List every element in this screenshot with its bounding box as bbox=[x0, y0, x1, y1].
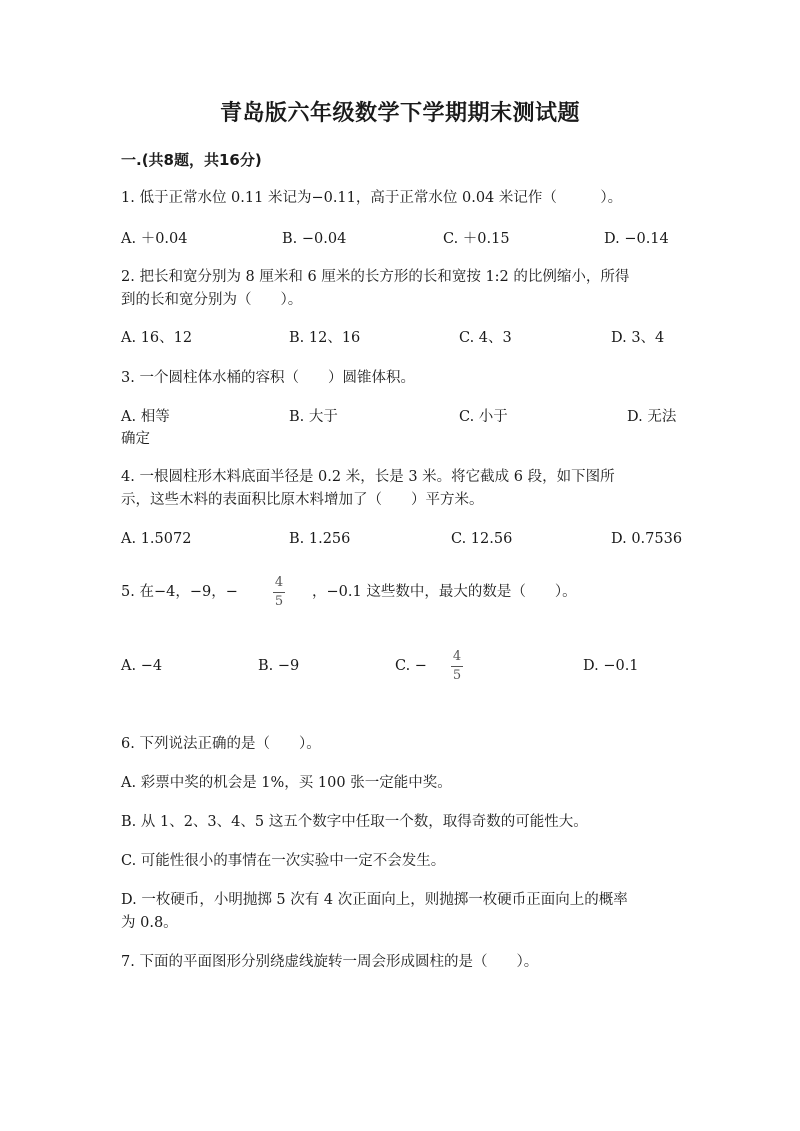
question-2-option-a: A. 16、12 bbox=[121, 330, 193, 346]
question-3-option-d: D. 无法 bbox=[627, 409, 677, 425]
question-2-option-d: D. 3、4 bbox=[611, 330, 665, 346]
question-2-stem-line-2: 到的长和宽分别为（ ）。 bbox=[121, 292, 303, 308]
question-1-option-d: D. −0.14 bbox=[604, 231, 669, 247]
question-5-option-c-fraction bbox=[451, 649, 463, 684]
question-1-option-a: A. ＋0.04 bbox=[121, 231, 188, 247]
fraction-bar bbox=[451, 666, 463, 667]
fraction-numerator: 4 bbox=[274, 575, 284, 590]
fraction-numerator: 4 bbox=[452, 649, 462, 664]
page-title: 青岛版六年级数学下学期期末测试题 bbox=[219, 101, 580, 126]
section-heading: 一.(共8题，共16分) bbox=[121, 151, 262, 169]
question-3-option-b: B. 大于 bbox=[289, 409, 338, 425]
question-5-option-b: B. −9 bbox=[258, 658, 300, 674]
question-5-option-d: D. −0.1 bbox=[583, 658, 639, 674]
question-4-option-c: C. 12.56 bbox=[451, 531, 513, 547]
question-4-option-a: A. 1.5072 bbox=[121, 531, 192, 547]
question-5-option-a: A. −4 bbox=[121, 658, 163, 674]
question-5-stem-part-2: ，−0.1 这些数中，最大的数是（ ）。 bbox=[312, 584, 577, 600]
question-5-fraction bbox=[273, 575, 285, 610]
question-2-option-c: C. 4、3 bbox=[459, 330, 512, 346]
question-6-option-c: C. 可能性很小的事情在一次实验中一定不会发生。 bbox=[121, 853, 446, 869]
question-6-option-d-line-2: 为 0.8。 bbox=[121, 915, 178, 931]
question-7-stem: 7. 下面的平面图形分别绕虚线旋转一周会形成圆柱的是（ ）。 bbox=[121, 954, 539, 970]
question-3-option-a: A. 相等 bbox=[121, 409, 170, 425]
question-2-option-b: B. 12、16 bbox=[289, 330, 361, 346]
question-5-option-c: C. − bbox=[395, 658, 427, 674]
fraction-denominator: 5 bbox=[452, 668, 462, 683]
question-2-stem-line-1: 2. 把长和宽分别为 8 厘米和 6 厘米的长方形的长和宽按 1:2 的比例缩小，所得 bbox=[121, 269, 630, 285]
question-3-option-d-continued: 确定 bbox=[121, 431, 150, 447]
question-1-option-b: B. −0.04 bbox=[282, 231, 347, 247]
fraction-bar bbox=[273, 592, 285, 593]
fraction-denominator: 5 bbox=[274, 594, 284, 609]
question-3-stem: 3. 一个圆柱体水桶的容积（ ）圆锥体积。 bbox=[121, 370, 415, 386]
question-4-stem-line-1: 4. 一根圆柱形木料底面半径是 0.2 米，长是 3 米。将它截成 6 段，如下图所 bbox=[121, 469, 615, 485]
question-4-option-b: B. 1.256 bbox=[289, 531, 351, 547]
question-4-option-d: D. 0.7536 bbox=[611, 531, 683, 547]
question-5-stem-part-1: 5. 在−4，−9，− bbox=[121, 584, 238, 600]
question-4-stem-line-2: 示，这些木料的表面积比原木料增加了（ ）平方米。 bbox=[121, 492, 484, 508]
question-1-option-c: C. ＋0.15 bbox=[443, 231, 510, 247]
question-6-stem: 6. 下列说法正确的是（ ）。 bbox=[121, 736, 321, 752]
question-6-option-d-line-1: D. 一枚硬币，小明抛掷 5 次有 4 次正面向上，则抛掷一枚硬币正面向上的概率 bbox=[121, 892, 628, 908]
question-3-option-c: C. 小于 bbox=[459, 409, 508, 425]
question-1-stem: 1. 低于正常水位 0.11 米记为−0.11，高于正常水位 0.04 米记作（ ）。 bbox=[121, 190, 623, 206]
question-6-option-b: B. 从 1、2、3、4、5 这五个数字中任取一个数，取得奇数的可能性大。 bbox=[121, 814, 588, 830]
question-6-option-a: A. 彩票中奖的机会是 1%，买 100 张一定能中奖。 bbox=[121, 775, 452, 791]
